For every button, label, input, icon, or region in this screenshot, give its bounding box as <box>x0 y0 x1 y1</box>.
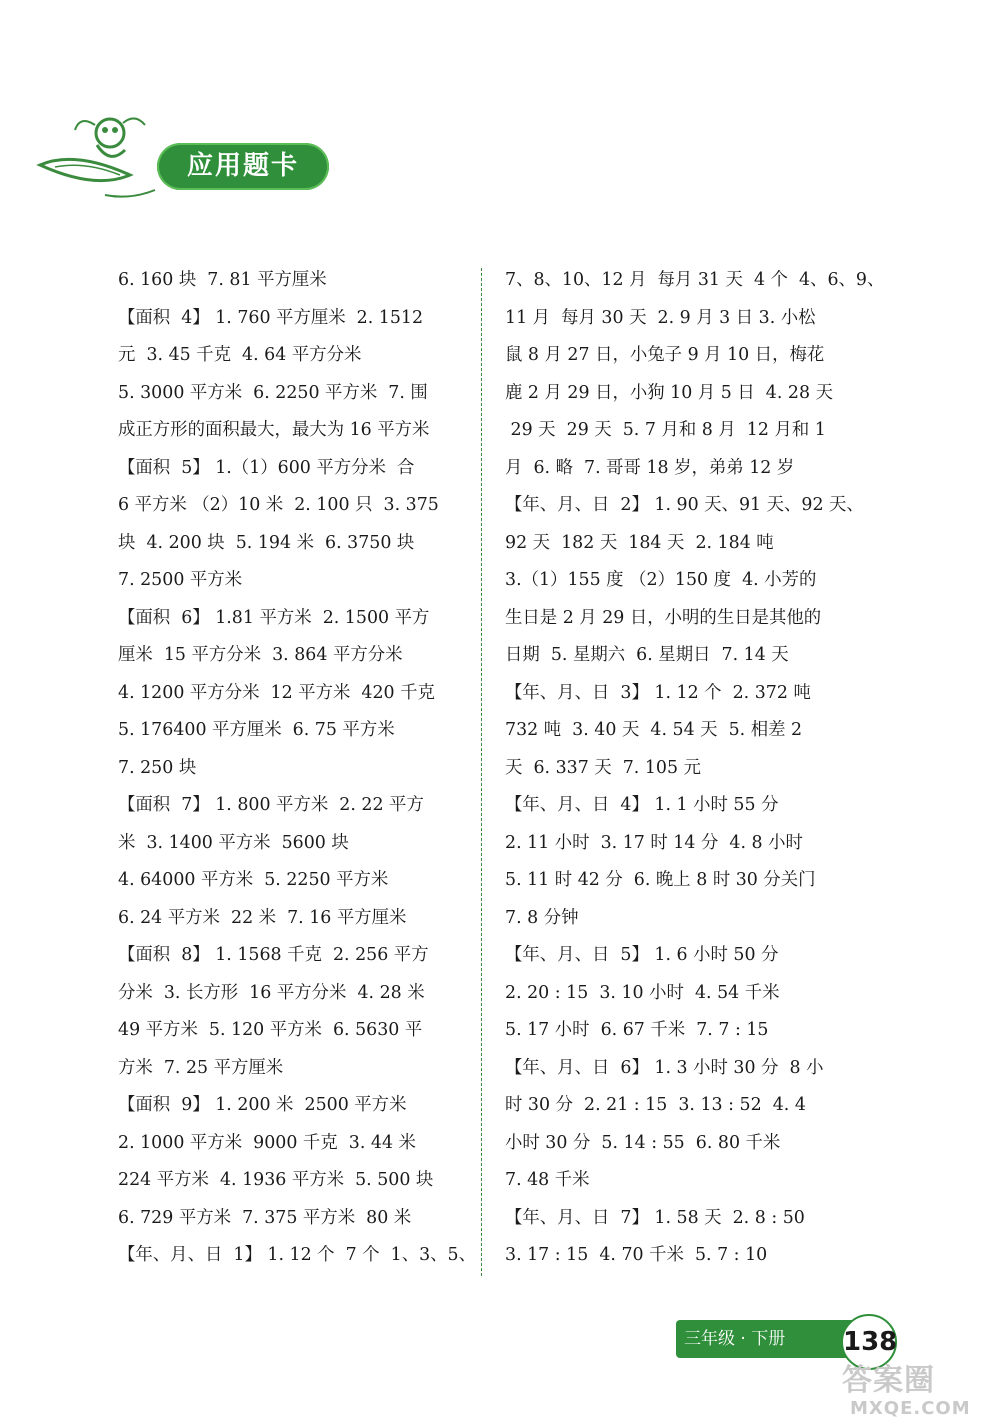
section-title-badge: 应用题卡 <box>157 143 329 190</box>
answer-line: 块 4. 200 块 5. 194 米 6. 3750 块 <box>118 532 415 553</box>
answer-line: 【面积 7】 1. 800 平方米 2. 22 平方 <box>118 795 424 815</box>
answer-line: 2. 1000 平方米 9000 千克 3. 44 米 <box>118 1132 416 1153</box>
answer-line: 2. 20 : 15 3. 10 小时 4. 54 千米 <box>505 982 780 1003</box>
page-number: 138 <box>841 1314 897 1370</box>
answer-line: 生日是 2 月 29 日，小明的生日是其他的 <box>505 607 822 628</box>
answer-line: 3.（1）155 度 （2）150 度 4. 小芳的 <box>505 570 817 590</box>
answer-line: 7、8、10、12 月 每月 31 天 4 个 4、6、9、 <box>505 270 885 290</box>
answer-line: 【年、月、日 5】 1. 6 小时 50 分 <box>505 945 779 965</box>
watermark-line2: MXQE.COM <box>850 1398 971 1419</box>
watermark <box>842 1364 992 1420</box>
watermark-line1: 答案圈 <box>842 1363 935 1398</box>
answer-line: 【年、月、日 2】 1. 90 天、91 天、92 天、 <box>505 495 864 515</box>
answer-line: 天 6. 337 天 7. 105 元 <box>505 757 701 778</box>
answer-line: 【面积 4】 1. 760 平方厘米 2. 1512 <box>118 307 424 328</box>
answer-line: 7. 250 块 <box>118 757 197 778</box>
answer-line: 【年、月、日 1】 1. 12 个 7 个 1、3、5、 <box>118 1245 477 1265</box>
answer-line: 元 3. 45 千克 4. 64 平方分米 <box>118 345 362 365</box>
answer-line: 5. 176400 平方厘米 6. 75 平方米 <box>118 720 395 740</box>
answer-line: 7. 48 千米 <box>505 1170 590 1190</box>
answer-line: 【面积 5】 1.（1）600 平方分米 合 <box>118 457 415 478</box>
answer-line: 6. 24 平方米 22 米 7. 16 平方厘米 <box>118 907 407 928</box>
answer-line: 时 30 分 2. 21 : 15 3. 13 : 52 4. 4 <box>505 1095 806 1115</box>
answer-line: 4. 64000 平方米 5. 2250 平方米 <box>118 870 389 890</box>
answer-line: 【年、月、日 7】 1. 58 天 2. 8 : 50 <box>505 1207 805 1228</box>
answer-line: 【年、月、日 6】 1. 3 小时 30 分 8 小 <box>505 1057 824 1078</box>
answer-line: 6. 729 平方米 7. 375 平方米 80 米 <box>118 1207 412 1228</box>
answer-line: 5. 17 小时 6. 67 千米 7. 7 : 15 <box>505 1020 769 1040</box>
answers-left-column <box>118 262 477 1275</box>
answer-line: 4. 1200 平方分米 12 平方米 420 千克 <box>118 682 435 703</box>
answer-line: 方米 7. 25 平方厘米 <box>118 1057 284 1078</box>
answer-line: 【年、月、日 3】 1. 12 个 2. 372 吨 <box>505 682 811 703</box>
answer-line: 49 平方米 5. 120 平方米 6. 5630 平 <box>118 1020 423 1040</box>
answer-line: 【面积 6】 1.81 平方米 2. 1500 平方 <box>118 607 430 628</box>
answer-line: 3. 17 : 15 4. 70 千米 5. 7 : 10 <box>505 1245 768 1265</box>
answer-line: 鹿 2 月 29 日，小狗 10 月 5 日 4. 28 天 <box>505 382 833 403</box>
answer-line: 6. 160 块 7. 81 平方厘米 <box>118 270 327 290</box>
answer-line: 成正方形的面积最大，最大为 16 平方米 <box>118 420 430 440</box>
answer-line: 732 吨 3. 40 天 4. 54 天 5. 相差 2 <box>505 720 803 740</box>
answer-line: 6 平方米 （2）10 米 2. 100 只 3. 375 <box>118 495 439 515</box>
answer-line: 224 平方米 4. 1936 平方米 5. 500 块 <box>118 1170 434 1190</box>
answer-line: 厘米 15 平方分米 3. 864 平方分米 <box>118 645 403 665</box>
answer-line: 5. 11 时 42 分 6. 晚上 8 时 30 分关门 <box>505 870 816 890</box>
answer-line: 7. 2500 平方米 <box>118 570 243 590</box>
column-divider <box>481 268 482 1276</box>
answer-line: 【面积 8】 1. 1568 千克 2. 256 平方 <box>118 945 429 965</box>
answer-line: 11 月 每月 30 天 2. 9 月 3 日 3. 小松 <box>505 307 816 328</box>
answer-line: 鼠 8 月 27 日，小兔子 9 月 10 日，梅花 <box>505 345 825 365</box>
answer-line: 5. 3000 平方米 6. 2250 平方米 7. 围 <box>118 382 428 403</box>
answer-line: 日期 5. 星期六 6. 星期日 7. 14 天 <box>505 645 789 665</box>
answer-line: 分米 3. 长方形 16 平方分米 4. 28 米 <box>118 982 425 1003</box>
answers-right-column <box>505 262 885 1275</box>
answer-line: 29 天 29 天 5. 7 月和 8 月 12 月和 1 <box>505 420 826 440</box>
grade-label: 三年级 · 下册 <box>684 1329 786 1349</box>
answer-line: 【年、月、日 4】 1. 1 小时 55 分 <box>505 795 779 815</box>
answer-line: 月 6. 略 7. 哥哥 18 岁，弟弟 12 岁 <box>505 457 795 478</box>
answer-line: 小时 30 分 5. 14 : 55 6. 80 千米 <box>505 1132 781 1153</box>
answer-line: 92 天 182 天 184 天 2. 184 吨 <box>505 532 774 553</box>
answer-line: 2. 11 小时 3. 17 时 14 分 4. 8 小时 <box>505 832 803 853</box>
answer-line: 7. 8 分钟 <box>505 907 579 928</box>
answer-line: 【面积 9】 1. 200 米 2500 平方米 <box>118 1095 407 1115</box>
answer-line: 米 3. 1400 平方米 5600 块 <box>118 832 349 853</box>
cartoon-mascot-logo <box>35 105 160 210</box>
